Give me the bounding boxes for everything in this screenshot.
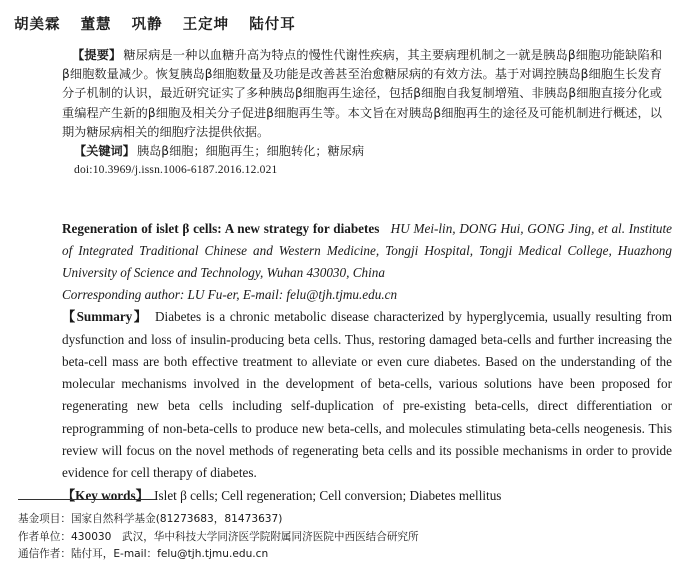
keywords-cn-text: 胰岛β细胞；细胞再生；细胞转化；糖尿病: [136, 144, 365, 159]
footnotes: [18, 511, 419, 564]
en-heading: [62, 218, 672, 284]
footnote-affiliation: 作者单位：430030 武汉，华中科技大学同济医学院附属同济医院中西医结合研究所: [18, 530, 419, 543]
en-affiliation: Institute of Integrated Traditional Chinese and Western Medicine, Tongji Hospital, Tongji Medical College, Huazhong University of Science and Technology, Wuhan 430030, China: [62, 221, 673, 280]
abstract-cn: [62, 46, 662, 142]
keywords-cn-label: 【关键词】: [74, 144, 135, 159]
en-keywords-text: Islet β cells; Cell regeneration; Cell conversion; Diabetes mellitus: [154, 487, 502, 503]
en-title: Regeneration of islet β cells: A new strategy for diabetes: [62, 221, 380, 236]
authors-cn: [14, 13, 310, 34]
footnote-divider: [18, 499, 156, 500]
en-authors: HU Mei-lin, DONG Hui, GONG Jing, et al.: [390, 221, 626, 236]
doi: doi:10.3969/j.issn.1006-6187.2016.12.021: [74, 164, 278, 177]
abstract-cn-label: 【提要】: [72, 48, 122, 62]
chinese-abstract-section: [62, 46, 662, 179]
author-name: 胡美霖: [14, 17, 61, 33]
footnote-funding: 基金项目：国家自然科学基金(81273683，81473637): [18, 513, 283, 525]
en-summary-text: Diabetes is a chronic metabolic disease characterized by hyperglycemia, usually resulting from dysfunction and loss of insulin-producing beta cells. Thus, restoring damaged beta-cells and further increasing the beta-cell mass are both effective treatment to alleviate or even cure diabetes. Based on the understanding of the molecular mechanisms involved in the development of beta-cells, various solutions have been proposed for regenerating new beta cells including self-duplication of pre-existing beta-cells, direct differentiation or reprogramming of non-beta-cells to produce new beta-cells, and molecules stimulating beta-cells neogenesis. This review will focus on the novel methods of regenerating beta cells and its possible mechanisms in order to provide evidence for cell therapy of diabetes.: [62, 309, 672, 481]
keywords-cn: [62, 142, 662, 161]
en-keywords-label: 【Key words】: [62, 487, 149, 503]
en-summary-label: 【Summary】: [62, 309, 149, 325]
author-name: 巩静: [131, 17, 163, 33]
abstract-cn-text: 糖尿病是一种以血糖升高为特点的慢性代谢性疾病，其主要病理机制之一就是胰岛β细胞功能缺陷和β细胞数量减少。恢复胰岛β细胞数量及功能是改善甚至治愈糖尿病的有效方法。基于对调控胰岛β细胞生长发育分子机制的认识，最近研究证实了多种胰岛β细胞再生途径，包括β细胞自我复制增殖、非胰岛β细胞直接分化或重编程产生新的β细胞及相关分子促进β细胞再生等。本文旨在对胰岛β细胞再生的途径及可能机制进行概述，以期为糖尿病相关的细胞疗法提供依据。: [62, 48, 663, 139]
author-name: 董慧: [80, 17, 112, 33]
en-corresponding: Corresponding author: LU Fu-er, E-mail: felu@tjh.tjmu.edu.cn: [62, 287, 398, 302]
author-name: 王定坤: [182, 17, 230, 33]
en-keywords: [62, 485, 672, 507]
footnote-corresponding: 通信作者：陆付耳，E-mail：felu@tjh.tjmu.edu.cn: [18, 548, 269, 560]
author-name: 陆付耳: [249, 17, 296, 33]
english-abstract-section: [62, 218, 672, 507]
en-summary: [62, 306, 672, 484]
